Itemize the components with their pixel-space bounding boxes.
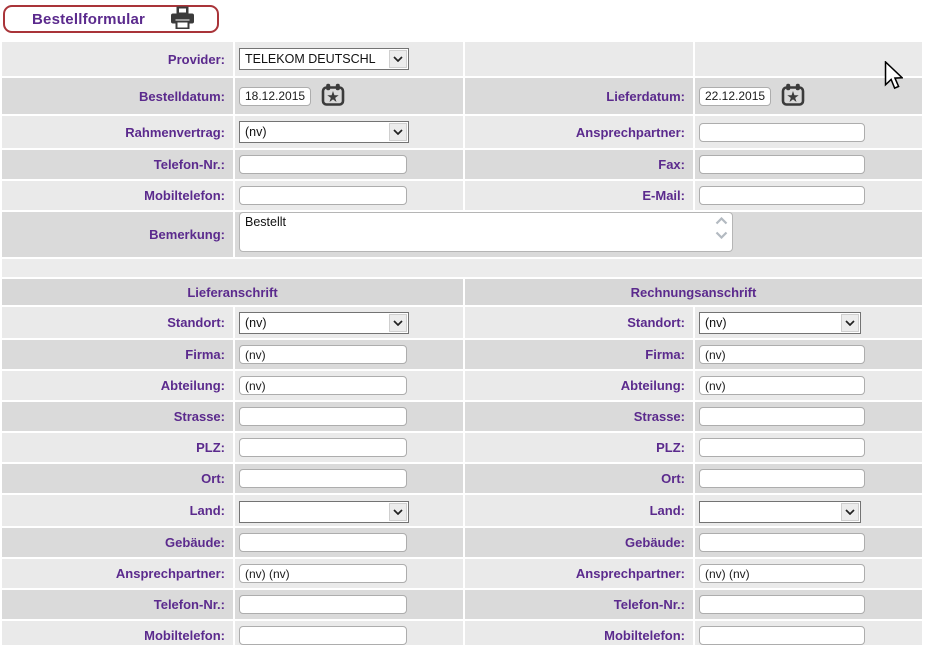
plz-label-left: PLZ:	[196, 440, 225, 455]
provider-label: Provider:	[167, 51, 225, 67]
land-select-liefer[interactable]	[239, 501, 409, 523]
telefon-input[interactable]	[239, 155, 407, 174]
plz-input-liefer[interactable]	[239, 438, 407, 457]
row-section-headers	[2, 279, 922, 305]
row-firma	[2, 340, 922, 369]
order-form-table	[0, 40, 924, 645]
printer-icon	[169, 6, 196, 32]
calendar-icon	[780, 83, 806, 110]
strasse-label-left: Strasse:	[173, 409, 225, 424]
abteilung-input-rechnung[interactable]	[699, 376, 865, 395]
textarea-scrollbar[interactable]	[715, 217, 728, 239]
land-select-rechnung[interactable]	[699, 501, 861, 523]
spacer-row	[2, 259, 922, 277]
mobiltelefon2-label-left: Mobiltelefon:	[144, 628, 225, 643]
chevron-down-icon[interactable]	[389, 503, 407, 521]
print-button[interactable]	[169, 6, 196, 32]
empty-cell	[465, 42, 693, 76]
rahmenvertrag-selected-value: (nv)	[245, 125, 267, 139]
land-label-right: Land:	[649, 503, 685, 518]
email-input[interactable]	[699, 186, 865, 205]
provider-select[interactable]	[239, 48, 409, 70]
row-bemerkung	[2, 212, 922, 257]
firma-input-liefer[interactable]	[239, 345, 407, 364]
plz-label-right: PLZ:	[656, 440, 685, 455]
mobiltelefon2-label-right: Mobiltelefon:	[604, 628, 685, 643]
bestelldatum-calendar-button[interactable]	[320, 83, 346, 110]
row-mobiltelefon2	[2, 621, 922, 645]
chevron-down-icon[interactable]	[841, 314, 859, 332]
standort-select-liefer[interactable]	[239, 312, 409, 334]
strasse-label-right: Strasse:	[633, 409, 685, 424]
firma-label-left: Firma:	[185, 347, 225, 362]
bestelldatum-input[interactable]	[239, 87, 311, 106]
bemerkung-textarea[interactable]	[239, 212, 733, 252]
lieferdatum-input[interactable]	[699, 87, 771, 106]
ort-input-rechnung[interactable]	[699, 469, 865, 488]
page-title: Bestellformular	[32, 10, 146, 28]
rahmenvertrag-label: Rahmenvertrag:	[125, 124, 225, 140]
mobiltelefon-input-liefer[interactable]	[239, 626, 407, 645]
mobiltelefon-input[interactable]	[239, 186, 407, 205]
rechnungsanschrift-header: Rechnungsanschrift	[630, 284, 757, 300]
plz-input-rechnung[interactable]	[699, 438, 865, 457]
strasse-input-liefer[interactable]	[239, 407, 407, 426]
calendar-icon	[320, 83, 346, 110]
gebaeude-input-rechnung[interactable]	[699, 533, 865, 552]
standort-value-liefer: (nv)	[245, 315, 267, 330]
lieferdatum-calendar-button[interactable]	[780, 83, 806, 110]
scroll-down-icon	[715, 231, 728, 239]
row-abteilung	[2, 371, 922, 400]
chevron-down-icon[interactable]	[389, 123, 407, 141]
ansprechpartner-label-left: Ansprechpartner:	[115, 566, 225, 581]
telefon-input-liefer[interactable]	[239, 595, 407, 614]
gebaeude-label-right: Gebäude:	[625, 535, 685, 550]
ort-label-right: Ort:	[661, 471, 685, 486]
mobiltelefon-label: Mobiltelefon:	[144, 188, 225, 203]
row-land	[2, 495, 922, 526]
gebaeude-input-liefer[interactable]	[239, 533, 407, 552]
fax-label: Fax:	[658, 157, 685, 172]
ansprechpartner-label-right: Ansprechpartner:	[575, 566, 685, 581]
land-label-left: Land:	[189, 503, 225, 518]
form-title-box	[3, 5, 219, 33]
chevron-down-icon[interactable]	[389, 50, 407, 68]
gebaeude-label-left: Gebäude:	[165, 535, 225, 550]
telefon2-label-left: Telefon-Nr.:	[153, 597, 225, 612]
row-mobil-email	[2, 181, 922, 210]
lieferanschrift-header: Lieferanschrift	[187, 284, 278, 300]
ansprechpartner-input-rechnung[interactable]	[699, 564, 865, 583]
row-telefon2	[2, 590, 922, 619]
row-gebaeude	[2, 528, 922, 557]
empty-cell	[695, 42, 922, 76]
bestelldatum-label: Bestelldatum:	[139, 88, 225, 104]
lieferdatum-label: Lieferdatum:	[606, 88, 685, 104]
strasse-input-rechnung[interactable]	[699, 407, 865, 426]
ort-label-left: Ort:	[201, 471, 225, 486]
row-dates	[2, 78, 922, 114]
standort-label-right: Standort:	[627, 315, 685, 330]
chevron-down-icon[interactable]	[841, 503, 859, 521]
telefon2-label-right: Telefon-Nr.:	[613, 597, 685, 612]
telefon-input-rechnung[interactable]	[699, 595, 865, 614]
row-strasse	[2, 402, 922, 431]
standort-select-rechnung[interactable]	[699, 312, 861, 334]
telefon-label: Telefon-Nr.:	[153, 157, 225, 172]
ort-input-liefer[interactable]	[239, 469, 407, 488]
abteilung-label-right: Abteilung:	[620, 378, 685, 393]
email-label: E-Mail:	[642, 188, 685, 203]
standort-value-rechnung: (nv)	[705, 315, 727, 330]
firma-input-rechnung[interactable]	[699, 345, 865, 364]
row-rahmenvertrag	[2, 116, 922, 148]
mobiltelefon-input-rechnung[interactable]	[699, 626, 865, 645]
ansprechpartner-input[interactable]	[699, 123, 865, 142]
row-plz	[2, 433, 922, 462]
rahmenvertrag-select[interactable]	[239, 121, 409, 143]
row-telefon-fax	[2, 150, 922, 179]
provider-selected-value: TELEKOM DEUTSCHL	[245, 52, 376, 66]
row-ort	[2, 464, 922, 493]
scroll-up-icon	[715, 217, 728, 225]
ansprechpartner-label: Ansprechpartner:	[575, 124, 685, 140]
row-standort	[2, 307, 922, 338]
abteilung-label-left: Abteilung:	[160, 378, 225, 393]
bemerkung-label: Bemerkung:	[149, 227, 225, 242]
firma-label-right: Firma:	[645, 347, 685, 362]
abteilung-input-liefer[interactable]	[239, 376, 407, 395]
standort-label-left: Standort:	[167, 315, 225, 330]
row-provider	[2, 42, 922, 76]
row-ansprechpartner	[2, 559, 922, 588]
fax-input[interactable]	[699, 155, 865, 174]
ansprechpartner-input-liefer[interactable]	[239, 564, 407, 583]
chevron-down-icon[interactable]	[389, 314, 407, 332]
